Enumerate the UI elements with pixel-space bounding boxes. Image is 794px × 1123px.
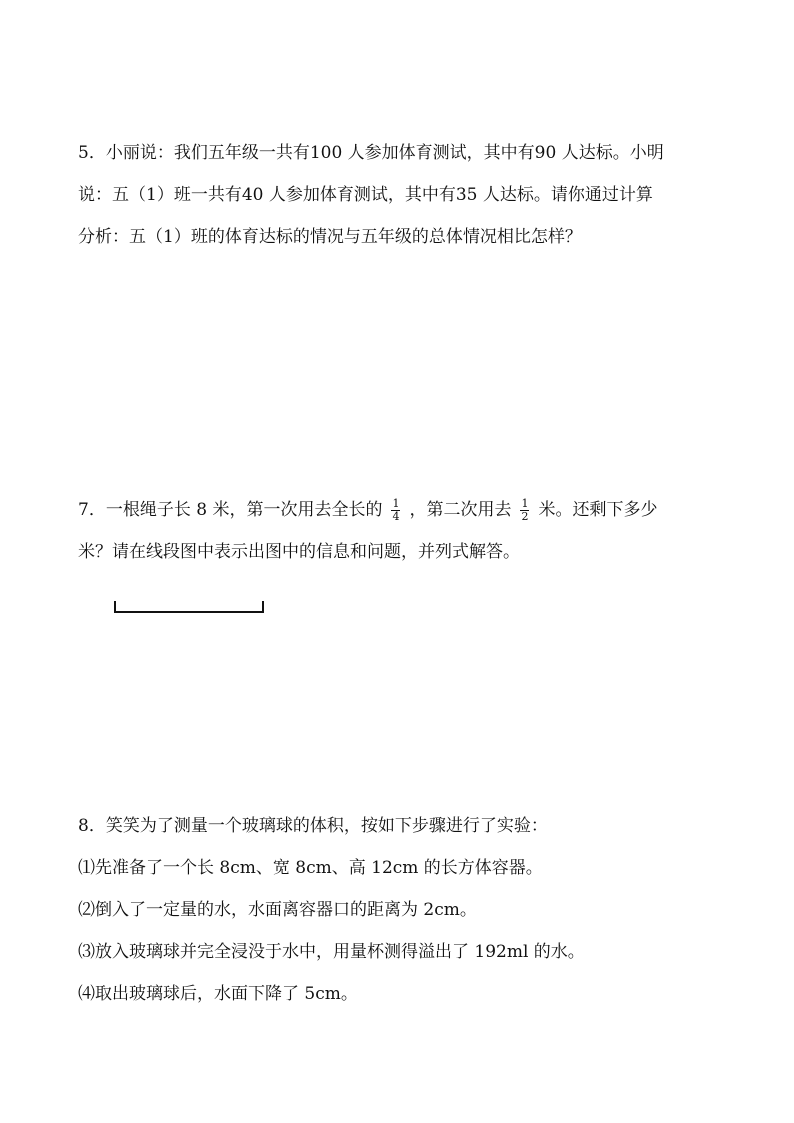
q8-step-4: ⑷取出玻璃球后，水面下降了 5cm。: [78, 984, 358, 1004]
q8-line-1: 8．笑笑为了测量一个玻璃球的体积，按如下步骤进行了实验：: [78, 816, 548, 836]
q7-line-1-part-c: 米。还剩下多少: [538, 500, 658, 520]
fraction-2-numerator: 1: [521, 497, 529, 510]
q5-line-3: 分析：五（1）班的体育达标的情况与五年级的总体情况相比怎样？: [78, 227, 582, 247]
q7-line-1-part-b: ，第二次用去: [409, 500, 512, 520]
q5-line-1: 5．小丽说：我们五年级一共有100 人参加体育测试，其中有90 人达标。小明: [78, 143, 664, 163]
fraction-1-denominator: 4: [392, 510, 400, 523]
q8-step-3: ⑶放入玻璃球并完全浸没于水中，用量杯测得溢出了 192ml 的水。: [78, 942, 585, 962]
q8-step-2: ⑵倒入了一定量的水，水面离容器口的距离为 2cm。: [78, 900, 477, 920]
q7-line-1-part-a: 7．一根绳子长 8 米，第一次用去全长的: [78, 500, 383, 520]
fraction-one-quarter: [391, 498, 400, 523]
line-segment-diagram: [114, 601, 264, 613]
q7-line-1: [78, 498, 657, 523]
fraction-1-numerator: 1: [392, 497, 400, 510]
q7-line-2: 米？请在线段图中表示出图中的信息和问题，并列式解答。: [78, 542, 520, 562]
fraction-one-half: [520, 498, 529, 523]
q8-step-1: ⑴先准备了一个长 8cm、宽 8cm、高 12cm 的长方体容器。: [78, 858, 543, 878]
q5-line-2: 说：五（1）班一共有40 人参加体育测试，其中有35 人达标。请你通过计算: [78, 185, 653, 205]
fraction-2-denominator: 2: [521, 510, 529, 523]
